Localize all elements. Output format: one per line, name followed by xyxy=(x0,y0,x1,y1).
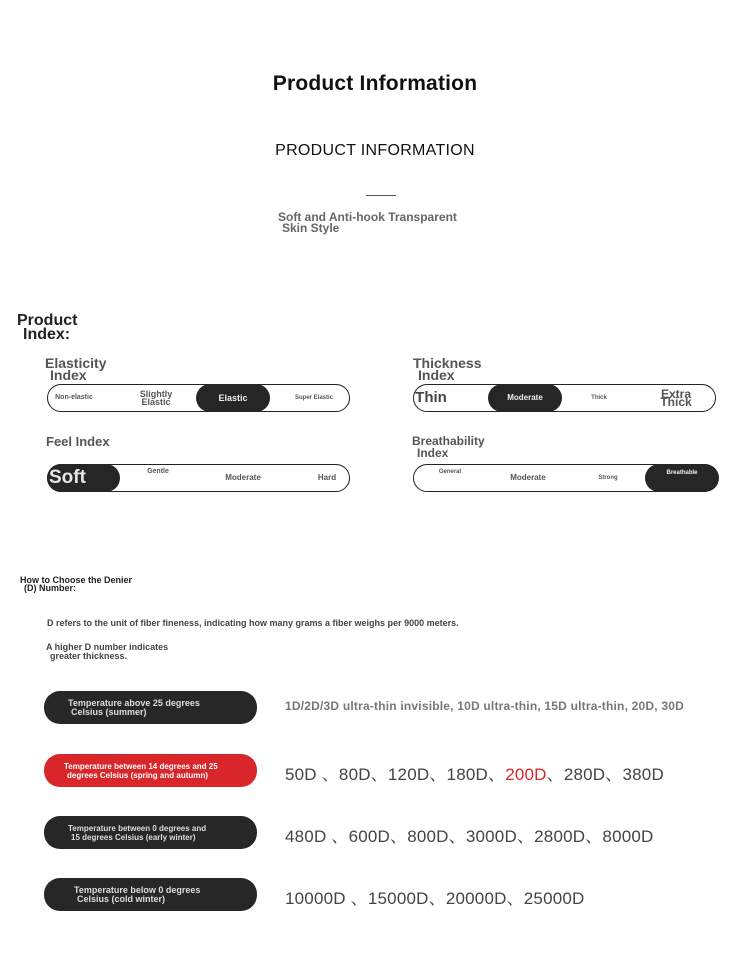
thickness-label-line-2: Index xyxy=(418,367,455,383)
product-index-heading-line-2: Index: xyxy=(23,326,71,343)
denier-values-early-winter: 480D 、600D、800D、3000D、2800D、8000D xyxy=(285,827,654,846)
thickness-scale xyxy=(413,384,716,412)
denier-note-line-1: A higher D number indicates xyxy=(46,642,169,652)
feel-option-moderate: Moderate xyxy=(225,473,261,482)
feel-option-hard: Hard xyxy=(317,473,337,482)
thickness-index-label xyxy=(413,357,481,381)
breathability-option-breathable: Breathable xyxy=(645,464,719,492)
product-tagline xyxy=(278,212,498,234)
temp-badge-early-winter-line-2: 15 degrees Celsius (early winter) xyxy=(71,832,196,842)
breathability-label-line-1: Breathability xyxy=(412,434,485,448)
thickness-option-moderate: Moderate xyxy=(488,384,562,412)
feel-label-line-1: Feel Index xyxy=(46,434,110,449)
denier-values-spring-autumn xyxy=(285,760,664,785)
temp-badge-spring-autumn-line-1: Temperature between 14 degrees and 25 xyxy=(64,761,218,771)
denier-values-spring-autumn-part-1: 50D 、80D、120D、180D、 xyxy=(285,765,506,784)
denier-values-spring-autumn-part-2: 、280D、380D xyxy=(546,765,664,784)
denier-heading xyxy=(20,576,132,592)
tagline-line-1: Soft and Anti-hook Transparent xyxy=(278,210,457,224)
temp-badge-spring-autumn xyxy=(44,754,257,787)
temp-badge-cold-winter-line-2: Celsius (cold winter) xyxy=(77,893,166,904)
temp-badge-cold-winter-line-1: Temperature below 0 degrees xyxy=(74,884,201,895)
thickness-label-line-1: Thickness xyxy=(413,355,482,371)
breathability-option-strong: Strong xyxy=(598,475,618,481)
product-index-heading xyxy=(17,314,77,342)
elasticity-label-line-2: Index xyxy=(50,367,87,383)
breathability-scale xyxy=(413,464,717,492)
breathability-label-line-2: Index xyxy=(417,446,449,460)
breathability-option-general: General xyxy=(438,469,462,475)
breathability-index-label xyxy=(412,435,485,459)
temp-badge-summer-line-2: Celsius (summer) xyxy=(71,706,147,717)
temp-badge-summer-line-1: Temperature above 25 degrees xyxy=(68,697,200,708)
elasticity-option-super-elastic: Super Elastic xyxy=(294,395,333,401)
denier-values-summer: 1D/2D/3D ultra-thin invisible, 10D ultra-thin, 15D ultra-thin, 20D, 30D xyxy=(285,699,684,713)
page-subtitle: PRODUCT INFORMATION xyxy=(275,142,475,159)
elasticity-option-non-elastic: Non-elastic xyxy=(55,394,93,401)
denier-values-cold-winter: 10000D 、15000D、20000D、25000D xyxy=(285,889,585,908)
elasticity-option-slightly-elastic: Slightly Elastic xyxy=(139,389,173,407)
denier-heading-line-2: (D) Number: xyxy=(24,583,76,593)
elasticity-index-label xyxy=(45,357,106,381)
feel-index-label xyxy=(46,436,110,448)
denier-definition: D refers to the unit of fiber fineness, indicating how many grams a fiber weighs per 9000 meters. xyxy=(47,618,459,628)
denier-note-line-2: greater thickness. xyxy=(50,651,128,661)
temp-badge-spring-autumn-line-2: degrees Celsius (spring and autumn) xyxy=(67,770,208,780)
thickness-option-thick: Thick xyxy=(591,395,607,401)
thickness-option-extra-thick: Extra Thick xyxy=(660,387,692,409)
thickness-option-thin: Thin xyxy=(415,389,447,406)
denier-highlight-value: 200D xyxy=(505,765,547,784)
breathability-option-moderate: Moderate xyxy=(510,473,546,482)
elasticity-scale xyxy=(47,384,350,412)
temp-badge-summer xyxy=(44,691,257,724)
temp-badge-early-winter-line-1: Temperature between 0 degrees and xyxy=(68,823,207,833)
product-index-heading-line-1: Product xyxy=(17,312,78,329)
feel-option-soft: Soft xyxy=(47,464,120,492)
feel-scale xyxy=(47,464,350,492)
elasticity-label-line-1: Elasticity xyxy=(45,355,107,371)
elasticity-option-elastic: Elastic xyxy=(196,384,270,412)
page-title: Product Information xyxy=(272,72,478,95)
denier-heading-line-1: How to Choose the Denier xyxy=(20,575,133,585)
feel-option-gentle: Gentle xyxy=(147,468,169,475)
title-divider xyxy=(366,195,396,196)
denier-thickness-note xyxy=(46,643,168,661)
temp-badge-early-winter xyxy=(44,816,257,849)
temp-badge-cold-winter xyxy=(44,878,257,911)
tagline-line-2: Skin Style xyxy=(282,221,340,235)
